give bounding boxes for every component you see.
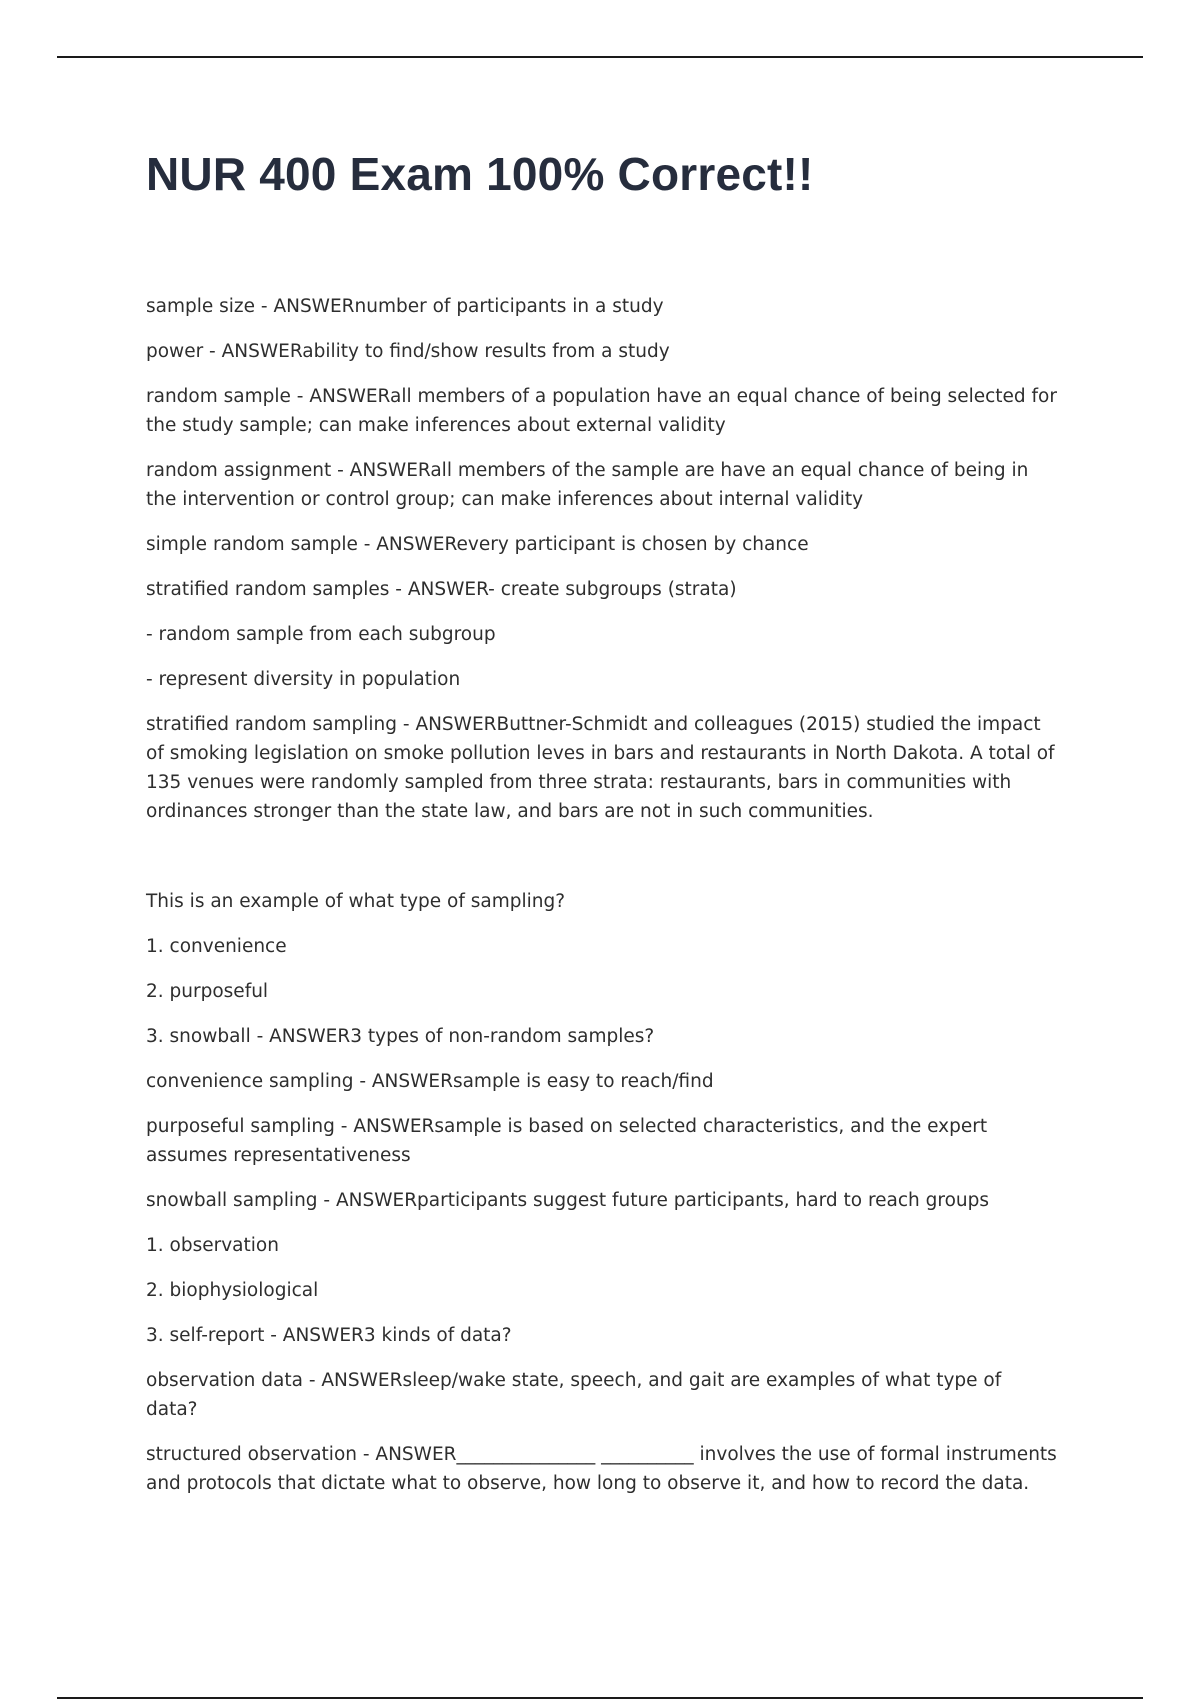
- paragraph-list-purposeful: 2. purposeful: [146, 981, 269, 1002]
- paragraph-sample-size: sample size - ANSWERnumber of participants in a study: [146, 296, 664, 317]
- paragraph-observation-data: observation data - ANSWERsleep/wake state, speech, and gait are examples of what type of data?: [146, 1370, 1002, 1420]
- paragraph-snowball-sampling: snowball sampling - ANSWERparticipants suggest future participants, hard to reach groups: [146, 1190, 990, 1211]
- paragraph-list-self-report: 3. self-report - ANSWER3 kinds of data?: [146, 1325, 512, 1346]
- paragraph-list-biophysiological: 2. biophysiological: [146, 1280, 319, 1301]
- paragraph-purposeful-sampling: purposeful sampling - ANSWERsample is based on selected characteristics, and the expert assumes representativeness: [146, 1116, 988, 1166]
- paragraph-simple-random-sample: simple random sample - ANSWERevery participant is chosen by chance: [146, 534, 809, 555]
- paragraph-stratified-random-samples: stratified random samples - ANSWER- create subgroups (strata): [146, 579, 737, 600]
- paragraph-list-convenience: 1. convenience: [146, 936, 287, 957]
- paragraph-random-assignment: random assignment - ANSWERall members of the sample are have an equal chance of being in the intervention or control group; can make inferences about internal validity: [146, 460, 1029, 510]
- paragraph-sampling-question: This is an example of what type of sampling?: [146, 891, 566, 912]
- paragraph-subgroup-bullet: - random sample from each subgroup: [146, 624, 496, 645]
- paragraph-list-observation: 1. observation: [146, 1235, 279, 1256]
- paragraph-random-sample: random sample - ANSWERall members of a population have an equal chance of being selected for the study sample; can make inferences about external validity: [146, 386, 1057, 436]
- document-body: [146, 292, 1058, 1514]
- paragraph-list-snowball: 3. snowball - ANSWER3 types of non-random samples?: [146, 1026, 655, 1047]
- paragraph-diversity-bullet: - represent diversity in population: [146, 669, 461, 690]
- bottom-rule: [57, 1697, 1143, 1699]
- paragraph-stratified-random-sampling: stratified random sampling - ANSWERButtner-Schmidt and colleagues (2015) studied the impact of smoking legislation on smoke pollution leves in bars and restaurants in North Dakota. A total of 135 venues were randomly sampled from three strata: restaurants, bars in communities with ordinances stronger than the state law, and bars are not in such communities.: [146, 714, 1055, 822]
- paragraph-structured-observation: structured observation - ANSWER_______________ __________ involves the use of formal instruments and protocols that dictate what to observe, how long to observe it, and how to record the data.: [146, 1444, 1057, 1494]
- paragraph-power: power - ANSWERability to find/show results from a study: [146, 341, 670, 362]
- paragraph-convenience-sampling: convenience sampling - ANSWERsample is easy to reach/find: [146, 1071, 714, 1092]
- document-title: NUR 400 Exam 100% Correct!!: [146, 148, 814, 200]
- top-rule: [57, 56, 1143, 58]
